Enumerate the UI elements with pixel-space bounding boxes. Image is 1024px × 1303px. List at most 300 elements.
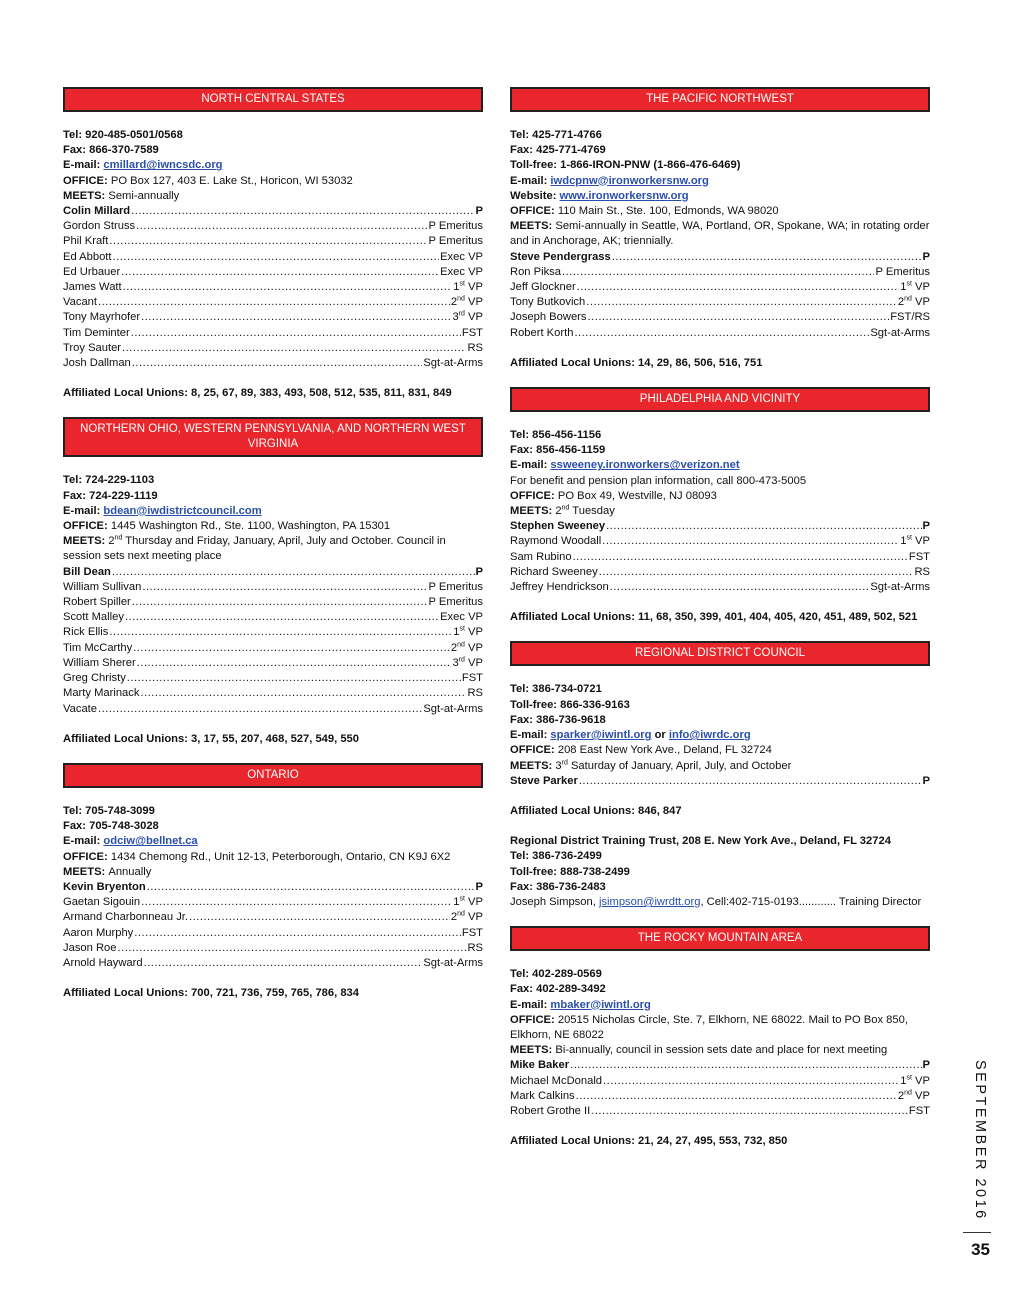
info-line [510, 743, 930, 758]
contact-line: Tel: 856-456-1156 [510, 429, 602, 442]
officer-title [452, 310, 483, 325]
officer-name: Marty Marinack [63, 687, 140, 700]
officer-name: Tim Deminter [63, 326, 130, 339]
leader-dots [141, 310, 451, 325]
info-label: MEETS: [63, 189, 109, 202]
officer-row [510, 774, 930, 789]
left-column [63, 87, 483, 1001]
contact-line: Tel: 386-734-0721 [510, 683, 602, 696]
officer-name: Vacate [63, 702, 97, 715]
officer-title [451, 641, 483, 656]
leader-dots [125, 610, 439, 625]
officer-title [428, 219, 483, 234]
info-label: MEETS: [63, 535, 109, 548]
officer-title [423, 702, 483, 717]
officer-title-text: Exec VP [440, 250, 483, 263]
officer-title-text: P Emeritus [428, 235, 483, 248]
officer-name: Bill Dean [63, 565, 111, 578]
leader-dots [189, 910, 450, 925]
officer-name: Ron Piksa [510, 265, 561, 278]
contact-line: Tel: 724-229-1103 [63, 474, 155, 487]
info-label: OFFICE: [63, 520, 111, 533]
affiliated-unions: Affiliated Local Unions: 8, 25, 67, 89, 383, 493, 508, 512, 535, 811, 831, 849 [63, 387, 452, 400]
info-label: MEETS: [510, 1044, 556, 1057]
officer-title-suffix: nd [904, 295, 912, 303]
leader-dots [142, 580, 427, 595]
leader-dots [98, 295, 450, 310]
contact-line: Tel: 402-289-0569 [510, 968, 602, 981]
email-link[interactable]: www.ironworkersnw.org [559, 189, 689, 202]
officer-name: Mike Baker [510, 1059, 570, 1072]
leader-dots [140, 686, 466, 701]
officer-title-text: RS [467, 941, 483, 954]
leader-dots [134, 926, 461, 941]
info-value: 208 East New York Ave., Deland, FL 32724 [557, 744, 772, 757]
email-link[interactable]: jsimpson@iwrdtt.org [598, 895, 701, 908]
email-link[interactable]: ssweeney.ironworkers@verizon.net [550, 459, 740, 472]
leader-dots [109, 234, 427, 249]
officer-row [63, 580, 483, 595]
officer-title-text: Sgt-at-Arms [423, 956, 483, 969]
info-line: For benefit and pension plan information, call 800-473-5005 [510, 474, 807, 487]
officer-title-text: FST [461, 926, 483, 939]
leader-dots [141, 895, 452, 910]
info-value: 110 Main St., Ste. 100, Edmonds, WA 98020 [557, 205, 779, 218]
leader-dots [112, 565, 475, 580]
officer-title-suffix: st [459, 895, 465, 903]
email-line [63, 158, 483, 173]
leader-dots [123, 280, 453, 295]
info-value: Bi-annually, council in session sets date and place for next meeting [555, 1044, 888, 1057]
info-label: OFFICE: [63, 174, 111, 187]
affiliated-unions: Affiliated Local Unions: 14, 29, 86, 506, 516, 751 [510, 356, 763, 369]
section-body [510, 666, 930, 910]
affiliated-unions: Affiliated Local Unions: 700, 721, 736, 759, 765, 786, 834 [63, 987, 359, 1000]
leader-dots [574, 326, 869, 341]
officer-name: Arnold Hayward [63, 956, 143, 969]
officer-title-text: Sgt-at-Arms [423, 702, 483, 715]
officer-title-suffix: st [906, 280, 912, 288]
officer-name: Joseph Bowers [510, 311, 587, 324]
officer-title-text: Sgt-at-Arms [423, 357, 483, 370]
officer-title-text: 1 [453, 281, 460, 294]
spacer [510, 1119, 930, 1134]
officer-name: Greg Christy [63, 672, 126, 685]
email-link[interactable]: bdean@iwdistrictcouncil.com [103, 504, 262, 517]
officer-title [900, 534, 930, 549]
info-value: PO Box 49, Westville, NJ 08093 [557, 489, 717, 502]
officer-title-text: Exec VP [440, 265, 483, 278]
officer-row [63, 341, 483, 356]
district-section [63, 417, 483, 746]
leader-dots [132, 595, 428, 610]
training-name: Joseph Simpson, [510, 895, 599, 908]
officer-title-text: 1 [900, 535, 907, 548]
affiliated-unions: Affiliated Local Unions: 11, 68, 350, 399, 401, 404, 405, 420, 451, 489, 502, 521 [510, 611, 918, 624]
officer-row [510, 550, 930, 565]
leader-dots [109, 625, 452, 640]
email-line [510, 458, 930, 473]
info-line [63, 534, 483, 564]
officer-title [428, 595, 483, 610]
info-line [63, 865, 483, 880]
issue-date-sidebar [966, 1060, 990, 1220]
email-label: E-mail: [510, 459, 551, 472]
officer-title-text: 2 [450, 641, 458, 654]
officer-title-suffix: st [459, 625, 465, 633]
leader-dots [98, 702, 422, 717]
officer-title-text: FST/RS [890, 311, 930, 324]
officer-title-text: 1 [900, 1074, 907, 1087]
spacer [510, 341, 930, 356]
officer-title [890, 310, 930, 325]
leader-dots [599, 565, 914, 580]
officer-title [440, 610, 483, 625]
officer-title-text: 2 [897, 296, 905, 309]
officer-title [453, 280, 483, 295]
leader-dots [586, 295, 897, 310]
officer-title [428, 580, 483, 595]
officer-title-text: RS [467, 341, 483, 354]
leader-dots [588, 310, 890, 325]
officer-name: Tony Mayrhofer [63, 311, 141, 324]
email-line [510, 189, 930, 204]
officer-row [63, 880, 483, 895]
section-header: NORTH CENTRAL STATES [63, 87, 483, 112]
section-body [63, 112, 483, 401]
contact-line: Fax: 386-736-2483 [510, 880, 606, 893]
officer-name: William Sherer [63, 656, 136, 669]
officer-title-text: P [475, 565, 483, 578]
leader-dots [137, 656, 452, 671]
leader-dots [610, 580, 870, 595]
officer-name: Armand Charbonneau Jr. [63, 911, 189, 924]
officer-title-text: P Emeritus [428, 580, 483, 593]
officer-row [510, 580, 930, 595]
info-label: OFFICE: [510, 205, 558, 218]
officer-title-suffix: nd [904, 1089, 912, 1097]
officer-title-text: VP [464, 656, 483, 669]
contact-line: Tel: 386-736-2499 [510, 850, 602, 863]
info-label: OFFICE: [510, 1013, 558, 1026]
leader-dots [121, 265, 439, 280]
leader-dots [127, 671, 461, 686]
officer-title-text: VP [464, 296, 483, 309]
officer-row [63, 610, 483, 625]
officer-row [63, 941, 483, 956]
officer-title-text: 3 [452, 656, 459, 669]
officer-row [63, 595, 483, 610]
info-line [510, 219, 930, 249]
email-link[interactable]: cmillard@iwncsdc.org [103, 159, 223, 172]
officer-title [423, 356, 483, 371]
officer-title-suffix: st [906, 1073, 912, 1081]
info-value: PO Box 127, 403 E. Lake St., Horicon, WI 53032 [110, 174, 353, 187]
officer-row [510, 295, 930, 310]
leader-dots [576, 1089, 897, 1104]
email-link[interactable]: odciw@bellnet.ca [103, 835, 198, 848]
officer-title-text: Sgt-at-Arms [870, 581, 930, 594]
officer-title-text: P Emeritus [428, 220, 483, 233]
officer-name: Vacant [63, 296, 97, 309]
officer-title [451, 910, 483, 925]
info-value: Semi-annually [108, 189, 180, 202]
district-section [510, 926, 930, 1149]
officer-title [900, 1074, 930, 1089]
section-header: REGIONAL DISTRICT COUNCIL [510, 641, 930, 666]
officer-title [423, 956, 483, 971]
district-section [63, 87, 483, 401]
leader-dots [122, 341, 466, 356]
officer-title [923, 250, 930, 265]
district-section [510, 87, 930, 371]
officer-title-text: RS [914, 565, 930, 578]
contact-line: Toll-free: 1-866-IRON-PNW (1-866-476-6469) [510, 159, 741, 172]
officer-name: Sam Rubino [510, 550, 572, 563]
info-value: 1434 Chemong Rd., Unit 12-13, Peterborough, Ontario, CN K9J 6X2 [110, 850, 451, 863]
officer-row [510, 565, 930, 580]
section-body [510, 112, 930, 371]
officer-title [453, 625, 483, 640]
officer-row [63, 310, 483, 325]
officer-title-text: 3 [452, 311, 459, 324]
officer-row [510, 519, 930, 534]
email-link[interactable]: mbaker@iwintl.org [550, 998, 651, 1011]
contact-line: Fax: 856-456-1159 [510, 444, 606, 457]
contact-line: Fax: 705-748-3028 [63, 820, 159, 833]
officer-title-text: 2 [450, 296, 458, 309]
officer-title [467, 341, 483, 356]
officer-row [63, 265, 483, 280]
officer-row [63, 956, 483, 971]
contact-line: Fax: 425-771-4769 [510, 144, 606, 157]
info-line [510, 204, 930, 219]
contact-line: Toll-free: 888-738-2499 [510, 865, 630, 878]
contact-line: Tel: 705-748-3099 [63, 804, 155, 817]
officer-title-text: Exec VP [440, 611, 483, 624]
officer-name: Colin Millard [63, 205, 131, 218]
officer-title-text: VP [911, 296, 930, 309]
email-line [510, 998, 930, 1013]
officer-row [63, 686, 483, 701]
info-ordinal-suffix: nd [114, 534, 123, 542]
officer-row [63, 219, 483, 234]
officer-row [63, 250, 483, 265]
officer-title-text: VP [911, 535, 930, 548]
officer-name: Stephen Sweeney [510, 520, 606, 533]
officer-title [476, 565, 483, 580]
officer-name: Robert Grothe II [510, 1104, 591, 1117]
info-value: Tuesday [569, 505, 615, 518]
contact-line: Toll-free: 866-336-9163 [510, 698, 630, 711]
info-ordinal-suffix: nd [561, 504, 570, 512]
officer-name: James Watt [63, 281, 122, 294]
district-section [63, 763, 483, 1001]
officer-title-text: FST [461, 672, 483, 685]
leader-dots [573, 550, 908, 565]
section-body [510, 951, 930, 1149]
officer-row [510, 250, 930, 265]
leader-dots [579, 774, 922, 789]
officer-row [63, 910, 483, 925]
info-label: OFFICE: [63, 850, 111, 863]
officer-row [510, 1074, 930, 1089]
officer-title-text: VP [911, 281, 930, 294]
officer-title [467, 686, 483, 701]
training-contact [510, 895, 930, 910]
affiliated-unions: Affiliated Local Unions: 21, 24, 27, 495, 553, 732, 850 [510, 1135, 788, 1148]
officer-title [870, 326, 930, 341]
leader-dots [118, 941, 467, 956]
officer-row [63, 926, 483, 941]
email-link[interactable]: sparker@iwintl.org [550, 729, 652, 742]
info-label: MEETS: [63, 865, 109, 878]
officer-name: Ed Abbott [63, 250, 112, 263]
info-line [63, 850, 483, 865]
affiliated-unions: Affiliated Local Unions: 3, 17, 55, 207, 468, 527, 549, 550 [63, 732, 359, 745]
officer-title [467, 941, 483, 956]
officer-title-text: FST [908, 550, 930, 563]
officer-title-text: 1 [453, 896, 460, 909]
officer-name: Mark Calkins [510, 1089, 575, 1102]
email-line [63, 504, 483, 519]
info-value: Saturday of January, April, July, and October [567, 759, 792, 772]
officer-row [63, 234, 483, 249]
contact-line: Regional District Training Trust, 208 E. New York Ave., Deland, FL 32724 [510, 835, 891, 848]
section-header: THE PACIFIC NORTHWEST [510, 87, 930, 112]
officer-title-text: VP [464, 896, 483, 909]
officer-name: Scott Malley [63, 611, 124, 624]
officer-title-text: 2 [450, 911, 458, 924]
leader-dots [602, 534, 899, 549]
leader-dots [147, 880, 475, 895]
contact-line: Fax: 402-289-3492 [510, 983, 606, 996]
officer-row [510, 280, 930, 295]
officer-title [440, 250, 483, 265]
contact-line: Tel: 425-771-4766 [510, 129, 602, 141]
info-line [510, 759, 930, 774]
officer-title-suffix: rd [458, 656, 465, 664]
contact-line: Tel: 920-485-0501/0568 [63, 129, 183, 141]
officer-title-text: P [475, 880, 483, 893]
officer-name: Ed Urbauer [63, 265, 121, 278]
officer-name: Jeffrey Hendrickson [510, 581, 609, 594]
training-title: , Cell:402-715-0193............ Training Director [700, 895, 922, 908]
contact-line: Fax: 866-370-7589 [63, 144, 159, 157]
email-line [63, 834, 483, 849]
officer-title [428, 234, 483, 249]
officer-name: Michael McDonald [510, 1074, 603, 1087]
info-value: Annually [108, 865, 152, 878]
officer-title-text: VP [464, 911, 483, 924]
district-section [510, 387, 930, 625]
officer-name: Robert Korth [510, 326, 574, 339]
officer-row [63, 326, 483, 341]
email-link[interactable]: iwdcpnw@ironworkersnw.org [550, 174, 709, 187]
leader-dots [577, 280, 900, 295]
info-value: Semi-annually in Seattle, WA, Portland, OR, Spokane, WA; in rotating order and in Anchorage, AK; triennially. [510, 220, 930, 248]
officer-title-text: P [922, 1059, 930, 1072]
officer-title [898, 295, 930, 310]
officer-name: Josh Dallman [63, 357, 131, 370]
officer-title [914, 565, 930, 580]
officer-title [476, 204, 483, 219]
email-label: E-mail: [510, 998, 551, 1011]
officer-row [510, 1058, 930, 1073]
officer-row [510, 534, 930, 549]
officer-title-suffix: rd [458, 310, 465, 318]
info-label: MEETS: [510, 220, 556, 233]
issue-month: SEPTEMBER 2016 [972, 1060, 988, 1221]
officer-title [923, 1058, 930, 1073]
officer-title-text: 1 [900, 281, 907, 294]
email-label: E-mail: [510, 174, 551, 187]
info-line [510, 489, 930, 504]
leader-dots [606, 519, 921, 534]
officer-title-suffix: nd [457, 295, 465, 303]
info-line [510, 1043, 930, 1058]
contact-line: Fax: 386-736-9618 [510, 713, 606, 726]
spacer [510, 595, 930, 610]
officer-title [453, 895, 483, 910]
officer-title [923, 774, 930, 789]
email-line [510, 174, 930, 189]
leader-dots [591, 1104, 908, 1119]
officer-title-text: P Emeritus [428, 596, 483, 609]
section-header: NORTHERN OHIO, WESTERN PENNSYLVANIA, AND NORTHERN WEST VIRGINIA [63, 417, 483, 457]
officer-title-text: P Emeritus [875, 265, 930, 278]
spacer [510, 819, 930, 834]
leader-dots [131, 204, 474, 219]
email-link[interactable]: info@iwrdc.org [668, 729, 751, 742]
officer-title-suffix: st [459, 280, 465, 288]
officer-name: Jeff Glockner [510, 281, 576, 294]
officer-title-suffix: nd [457, 910, 465, 918]
officer-title [440, 265, 483, 280]
officer-name: Phil Kraft [63, 235, 109, 248]
officer-title-text: 2 [897, 1089, 905, 1102]
officer-row [510, 265, 930, 280]
officer-title-text: RS [467, 687, 483, 700]
officer-title-text: P [475, 205, 483, 218]
officer-title [462, 926, 483, 941]
officer-title-text: VP [464, 311, 483, 324]
officer-row [63, 280, 483, 295]
leader-dots [603, 1074, 899, 1089]
officer-title [462, 671, 483, 686]
section-body [510, 412, 930, 625]
officer-title-text: VP [464, 626, 483, 639]
officer-row [510, 1089, 930, 1104]
email-label: E-mail: [63, 504, 104, 517]
officer-title [476, 880, 483, 895]
info-label: MEETS: [510, 505, 556, 518]
spacer [63, 371, 483, 386]
section-header: THE ROCKY MOUNTAIN AREA [510, 926, 930, 951]
officer-title-text: P [922, 250, 930, 263]
officer-name: Gordon Struss [63, 220, 136, 233]
email-label: Website: [510, 189, 560, 202]
email-label: E-mail: [63, 159, 104, 172]
officer-name: Richard Sweeney [510, 565, 598, 578]
officer-name: Raymond Woodall [510, 535, 602, 548]
email-separator: or [651, 729, 669, 742]
officer-title-text: VP [911, 1074, 930, 1087]
officer-name: Troy Sauter [63, 341, 122, 354]
spacer [510, 789, 930, 804]
spacer [63, 971, 483, 986]
officer-row [63, 641, 483, 656]
